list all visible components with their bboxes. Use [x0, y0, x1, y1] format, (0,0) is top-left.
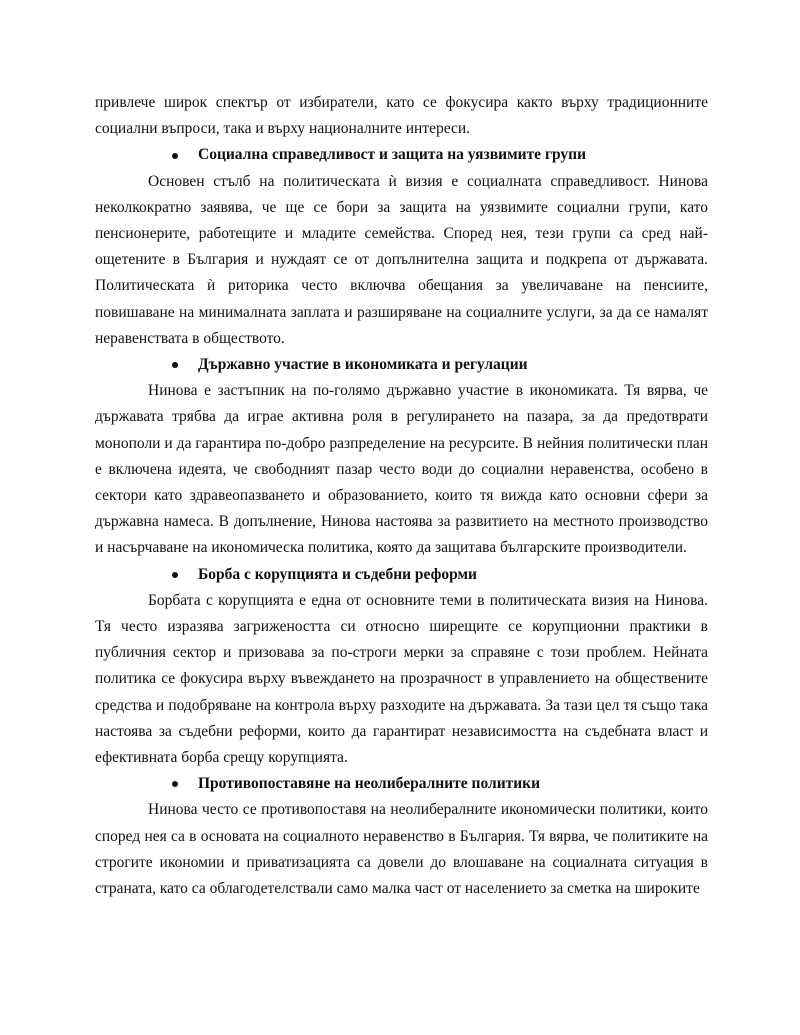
- bullet-icon: [172, 572, 178, 578]
- bullet-icon: [172, 781, 178, 787]
- section-heading-text: Борба с корупцията и съдебни реформи: [198, 565, 477, 583]
- section-paragraph-anti-neoliberal: Нинова често се противопоставя на неолибералните икономически политики, които според нея са в основата на социалното неравенство в България. Тя вярва, че политиките на строгите икономии и приватизацията са довели до влошаване на социалната ситуация в страната, като са облагодетелствали само малка част от населението за сметка на широките: [95, 801, 708, 898]
- bullet-icon: [172, 362, 178, 368]
- opening-paragraph: привлече широк спектър от избиратели, като се фокусира както върху традиционните социални въпроси, така и върху националните интереси.: [95, 94, 708, 138]
- bullet-icon: [172, 153, 178, 159]
- section-paragraph-social-justice: Основен стълб на политическата ѝ визия е социалната справедливост. Нинова неколкократно заявява, че ще се бори за защита на уязвимите социални групи, като пенсионерите, работещите и младите семейства. Според нея, тези групи са сред най-ощетените в България и нуждаят се от допълнителна защита и подкрепа от държавата. Политическата ѝ риторика често включва обещания за увеличаване на пенсиите, повишаване на минималната заплата и разширяване на социалните услуги, за да се намалят неравенствата в обществото.: [95, 172, 708, 347]
- section-paragraph-state-economy: Нинова е застъпник на по-голямо държавно участие в икономиката. Тя вярва, че държавата трябва да играе активна роля в регулирането на пазара, за да предотврати монополи и да гарантира по-добро разпределение на ресурсите. В нейния политически план е включена идеята, че свободният пазар често води до социални неравенства, особено в сектори като здравеопазването и образованието, които тя вижда като основни сфери за държавна намеса. В допълнение, Нинова настоява за развитието на местното производство и насърчаване на икономическа политика, която да защитава българските производители.: [95, 382, 708, 557]
- section-heading-anti-corruption: [95, 562, 708, 588]
- section-heading-text: Социална справедливост и защита на уязвимите групи: [198, 146, 587, 164]
- section-heading-social-justice: [95, 142, 708, 168]
- section-paragraph-anti-corruption: Борбата с корупцията е една от основните теми в политическата визия на Нинова. Тя често изразява загрижеността си относно ширещите се корупционни практики в публичния сектор и призовава за по-строги мерки за справяне с този проблем. Нейната политика се фокусира върху въвеждането на прозрачност в управлението на обществените средства и подобряване на контрола върху разходите на държавата. За тази цел тя също така настоява за съдебни реформи, които да гарантират независимостта на съдебната власт и ефективната борба срещу корупцията.: [95, 591, 708, 767]
- section-heading-state-economy: [95, 352, 708, 378]
- section-heading-text: Държавно участие в икономиката и регулации: [198, 356, 528, 374]
- document-page: [95, 90, 708, 902]
- section-heading-anti-neoliberal: [95, 771, 708, 797]
- section-heading-text: Противопоставяне на неолибералните политики: [198, 775, 541, 793]
